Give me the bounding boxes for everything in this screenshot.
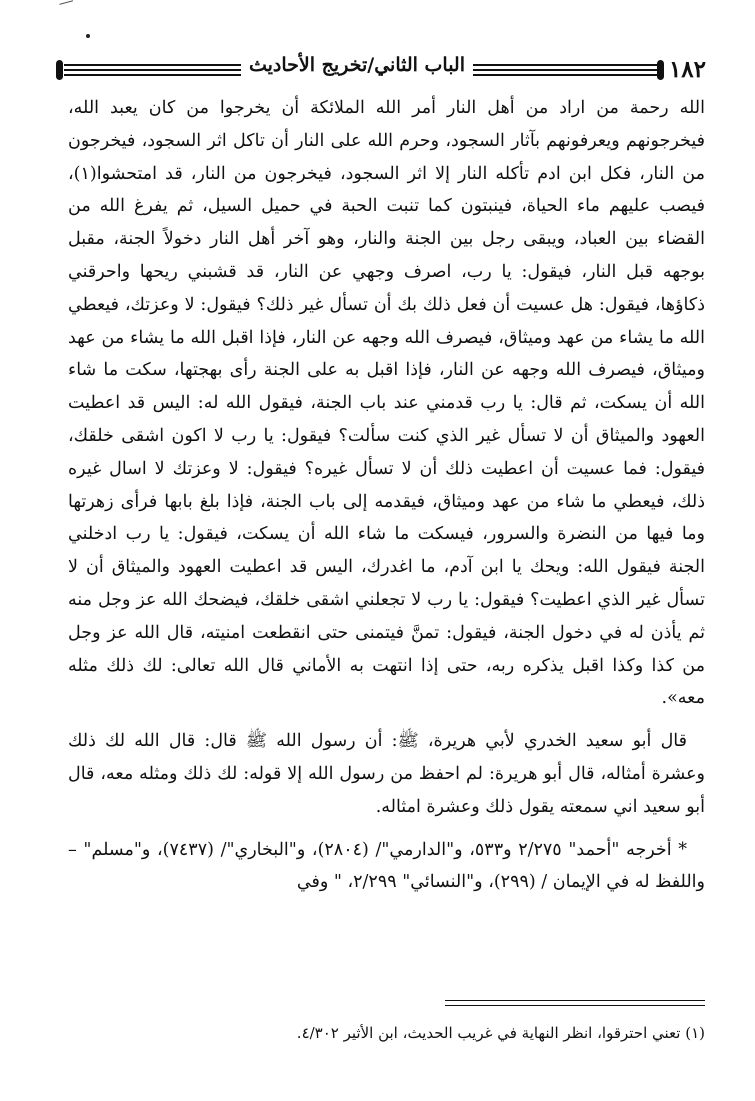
footnote-separator [445,1000,705,1001]
commentary-paragraph: قال أبو سعيد الخدري لأبي هريرة، ﷺ: أن رسول الله ﷺ قال: قال الله لك ذلك وعشرة أمثاله، قال أبو هريرة: لم احفظ من رسول الله إلا قوله: لك ذلك ومثله معه، قال أبو سعيد اني سمعته يقول ذلك وعشرة امثاله. [68,731,705,817]
page-dot-mark [86,34,90,38]
hadith-paragraph: الله رحمة من اراد من أهل النار أمر الله الملائكة أن يخرجوا من كان يعبد الله، فيخرجونهم ويعرفونهم بآثار السجود، وحرم الله على النار أن تاكل اثر السجود، فيخرجون من النار، فكل ابن ادم تأكله النار إلا اثر السجود، فيخرجون من النار، قد امتحشوا(١)، فيصب عليهم ماء الحياة، فينبتون كما تنبت الحبة في حميل السيل، ثم يفرغ الله من القضاء بين العباد، ويبقى رجل بين الجنة والنار، وهو آخر أهل النار دخولاً الجنة، مقبل بوجهه قبل النار، فيقول: يا رب، اصرف وجهي عن النار، قد قشبني ريحها واحرقني ذكاؤها، فيقول: هل عسيت أن فعل ذلك بك أن تسأل غير ذلك؟ فيقول: لا وعزتك، فيعطي الله ما يشاء من عهد وميثاق، فيصرف الله وجهه عن النار، فإذا اقبل الله ما يشاء من عهد وميثاق، فيصرف الله وجهه عن النار، فإذا اقبل به على الجنة رأى بهجتها، سكت ما شاء الله أن يسكت، ثم قال: يا رب قدمني عند باب الجنة، فيقول الله له: اليس قد اعطيت العهود والميثاق أن لا تسأل غير الذي كنت سألت؟ فيقول: يا رب لا اكون اشقى خلقك، فيقول: فما عسيت أن اعطيت ذلك أن لا تسأل غيره؟ فيقول: لا وعزتك لا اسال غيره ذلك، فيعطي ما شاء من عهد وميثاق، فيقدمه إلى باب الجنة، فإذا بلغ بابها فرأى زهرتها وما فيها من النضرة والسرور، فيسكت ما شاء الله أن يسكت، فيقول: يا رب ادخلني الجنة فيقول الله: ويحك يا ابن آدم، ما اغدرك، اليس قد اعطيت العهود والميثاق أن لا تسأل غير الذي اعطيت؟ فيقول: يا رب لا تجعلني اشقى خلقك، فيضحك الله عز وجل منه ثم يأذن له في دخول الجنة، فيقول: تمنَّ فيتمنى حتى انقطعت امنيته، قال الله عز وجل من كذا وكذا اقبل يذكره ربه، حتى إذا انتهت به الأماني قال الله تعالى: لك ذلك مثله معه». [68,98,705,709]
running-title: الباب الثاني/تخريج الأحاديث [241,54,473,76]
takhrij-paragraph: * أخرجه "أحمد" ٢/٢٧٥ و٥٣٣، و"الدارمي"/ (٢٨٠٤)، و"البخاري"/ (٧٤٣٧)، و"مسلم" –واللفظ له في الإيمان / (٢٩٩)، و"النسائي" ٢/٢٩٩، " وفي [68,839,705,893]
rule-cap-right [657,60,664,80]
header-ornament-rule [56,54,658,80]
page-corner-mark [59,0,74,10]
footnote: (١) تعني احترقوا، انظر النهاية في غريب الحديث، ابن الأثير ٤/٣٠٢. [296,1024,705,1042]
rule-cap-left [56,60,63,80]
main-text [68,92,705,899]
footnote-separator-second [445,1005,705,1006]
page-number: ١٨٢ [668,56,706,83]
page-header [56,52,706,92]
